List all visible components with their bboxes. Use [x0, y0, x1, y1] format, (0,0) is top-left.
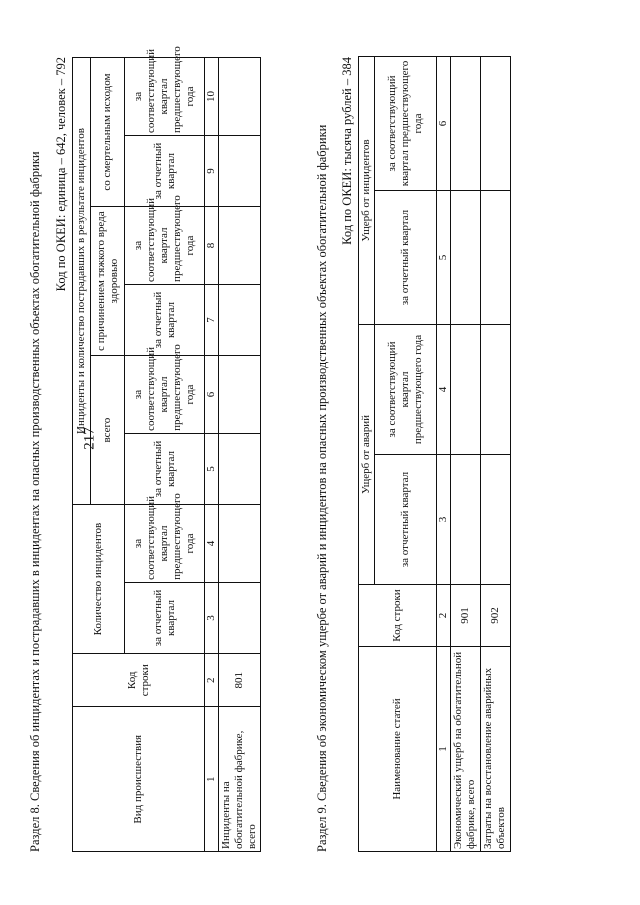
section9-title: Раздел 9. Сведения об экономическом ущербе от аварий и инцидентов на опасных производственных объектах обогатительной фабрики [315, 124, 329, 852]
row-name: Экономический ущерб на обогатительной фабрике, всего [451, 647, 481, 852]
header-prev-q: за соответствующий квартал предшествующего года [125, 207, 205, 285]
section8-title: Раздел 8. Сведения об инцидентах и пострадавших в инцидентах на опасных производственных объектах обогатительной фабрики [28, 151, 42, 852]
header-incidents: Ущерб от инцидентов [359, 56, 375, 324]
value-cell [219, 207, 261, 285]
header-code: Код строки [73, 654, 205, 707]
page-number: 217 [81, 427, 98, 450]
value-cell [481, 325, 511, 455]
col-number: 1 [205, 707, 219, 852]
header-code: Код строки [359, 585, 437, 647]
col-number: 2 [205, 654, 219, 707]
row-code: 902 [481, 585, 511, 647]
value-cell [451, 325, 481, 455]
col-number: 9 [205, 135, 219, 206]
value-cell [481, 191, 511, 325]
value-cell [481, 56, 511, 190]
header-fatal: со смертельным исходом [91, 58, 125, 207]
value-cell [219, 58, 261, 136]
header-prev-q: за соответствующий квартал предшествующего года [125, 356, 205, 434]
row-name: Инциденты на обогатительной фабрике, всего [219, 707, 261, 852]
value-cell [219, 135, 261, 206]
header-prev-q: за соответствующий квартал предшествующего года [375, 325, 437, 455]
section9-okei: Код по ОКЕИ: тысяча рублей – 384 [340, 57, 354, 245]
table-row [219, 58, 261, 852]
section9-table [358, 56, 511, 852]
header-current-q: за отчетный квартал [375, 191, 437, 325]
header-prev-q: за соответствующий квартал предшествующего года [125, 58, 205, 136]
col-number: 3 [205, 582, 219, 653]
header-current-q: за отчетный квартал [125, 135, 205, 206]
value-cell [451, 455, 481, 585]
col-number: 6 [437, 56, 451, 190]
col-number: 6 [205, 356, 219, 434]
col-number: 10 [205, 58, 219, 136]
value-cell [219, 356, 261, 434]
value-cell [451, 56, 481, 190]
value-cell [451, 191, 481, 325]
table-row [481, 56, 511, 851]
header-current-q: за отчетный квартал [125, 433, 205, 504]
header-prev-q: за соответствующий квартал предшествующего года [125, 505, 205, 583]
rotated-page-content [20, 12, 620, 892]
header-incident-count: Количество инцидентов [73, 505, 125, 654]
header-name: Наименование статей [359, 647, 437, 852]
col-number: 4 [437, 325, 451, 455]
col-number: 2 [437, 585, 451, 647]
row-code: 801 [219, 654, 261, 707]
row-code: 901 [451, 585, 481, 647]
header-kind: Вид происшествия [73, 707, 205, 852]
header-victims: Инциденты и количество пострадавших в результате инцидентов [73, 58, 91, 505]
header-prev-q: за соответствующий квартал предшествующего года [375, 56, 437, 190]
section8-table [72, 46, 261, 852]
value-cell [219, 284, 261, 355]
col-number: 7 [205, 284, 219, 355]
header-total: всего [91, 356, 125, 505]
col-number: 5 [205, 433, 219, 504]
value-cell [219, 433, 261, 504]
header-severe: с причинением тяжкого вреда здоровью [91, 207, 125, 356]
col-number: 1 [437, 647, 451, 852]
col-number: 5 [437, 191, 451, 325]
col-number: 3 [437, 455, 451, 585]
col-number: 8 [205, 207, 219, 285]
table-row [451, 56, 481, 851]
col-number: 4 [205, 505, 219, 583]
header-accidents: Ущерб от аварий [359, 325, 375, 585]
header-current-q: за отчетный квартал [125, 582, 205, 653]
value-cell [219, 582, 261, 653]
header-current-q: за отчетный квартал [375, 455, 437, 585]
section8-okei: Код по ОКЕИ: единица – 642, человек – 792 [54, 57, 68, 292]
value-cell [481, 455, 511, 585]
header-current-q: за отчетный квартал [125, 284, 205, 355]
value-cell [219, 505, 261, 583]
row-name: Затраты на восстановление аварийных объектов [481, 647, 511, 852]
